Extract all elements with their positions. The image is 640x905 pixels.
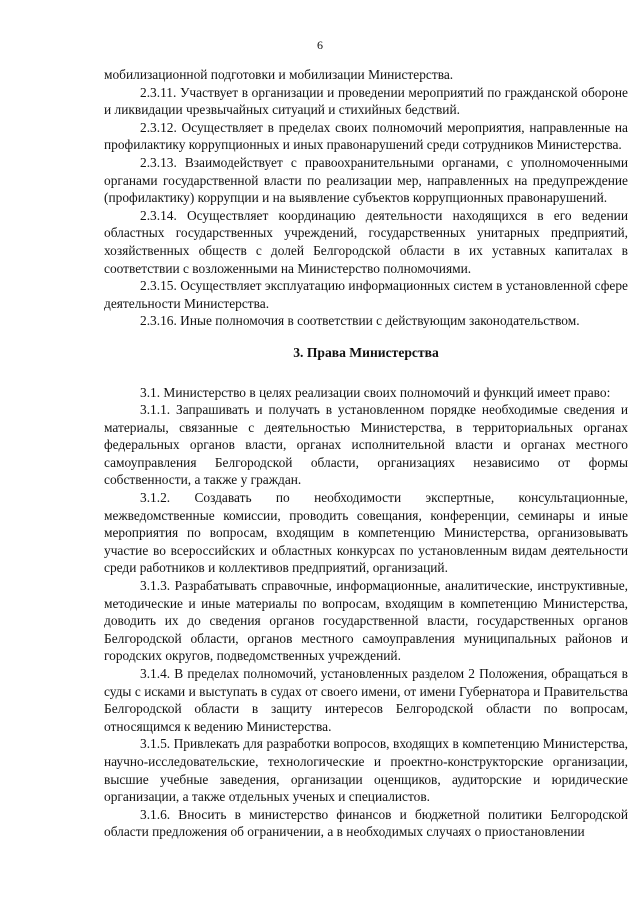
paragraph-2-3-11: 2.3.11. Участвует в организации и проведении мероприятий по гражданской обороне и ликвидации чрезвычайных ситуаций и стихийных бедствий. — [104, 84, 628, 118]
paragraph-2-3-14: 2.3.14. Осуществляет координацию деятельности находящихся в его ведении областных государственных учреждений, государственных унитарных предприятий, хозяйственных обществ с долей Белгородской области в их уставных капиталах в соответствии с возложенными на Министерство полномочиями. — [104, 207, 628, 276]
section-heading: 3. Права Министерства — [293, 344, 439, 360]
paragraph-2-3-16: 2.3.16. Иные полномочия в соответствии с действующим законодательством. — [140, 313, 580, 329]
paragraph-3-1-4: 3.1.4. В пределах полномочий, установленных разделом 2 Положения, обращаться в суды с исками и выступать в судах от своего имени, от имени Губернатора и Правительства Белгородской области в защиту интересов Белгородской области по вопросам, относящимся к ведению Министерства. — [104, 666, 628, 734]
paragraph-3-1-5: 3.1.5. Привлекать для разработки вопросов, входящих в компетенцию Министерства, научно-исследовательские, технологические и проектно-конструкторские организации, высшие учебные заведения, организации оценщиков, аудиторские и юридические организации, а также отдельных ученых и специалистов. — [104, 736, 628, 805]
paragraph-3-1: 3.1. Министерство в целях реализации своих полномочий и функций имеет право: — [140, 384, 611, 400]
paragraph-2-3-12: 2.3.12. Осуществляет в пределах своих полномочий мероприятия, направленные на профилактику коррупционных и иных правонарушений среди сотрудников Министерства. — [104, 119, 628, 153]
paragraph-continuation: мобилизационной подготовки и мобилизации Министерства. — [104, 67, 454, 82]
paragraph-3-1-2: 3.1.2. Создавать по необходимости экспертные, консультационные, межведомственные комиссии, проводить совещания, конференции, семинары и иные мероприятия по вопросам, входящим в компетенцию Министерства, организовывать участие во всероссийских и областных конкурсах по установленным видам деятельности среди работников и коллективов предприятий, организаций. — [104, 490, 628, 576]
paragraph-3-1-1: 3.1.1. Запрашивать и получать в установленном порядке необходимые сведения и материалы, связанные с деятельностью Министерства, в территориальных органах федеральных органов власти, органах исполнительной власти и органах местного самоуправления Белгородской области, организациях независимо от формы собственности, а также у граждан. — [104, 402, 628, 488]
document-body — [104, 66, 628, 841]
paragraph-2-3-15: 2.3.15. Осуществляет эксплуатацию информационных систем в установленной сфере деятельности Министерства. — [104, 278, 628, 311]
paragraph-3-1-6: 3.1.6. Вносить в министерство финансов и бюджетной политики Белгородской области предложения об ограничении, а в необходимых случаях о приостановлении — [104, 806, 628, 840]
page-number: 6 — [317, 38, 323, 52]
paragraph-3-1-3: 3.1.3. Разрабатывать справочные, информационные, аналитические, инструктивные, методические и иные материалы по вопросам, входящим в компетенцию Министерства, доводить их до сведения органов государственной власти, государственных органов Белгородской области, органов местного самоуправления муниципальных районов и городских округов, подведомственных учреждений. — [104, 578, 628, 664]
paragraph-2-3-13: 2.3.13. Взаимодействует с правоохранительными органами, с уполномоченными органами государственной власти по реализации мер, направленных на предупреждение (профилактику) коррупции и на выявление субъектов коррупционных правонарушений. — [104, 154, 628, 206]
